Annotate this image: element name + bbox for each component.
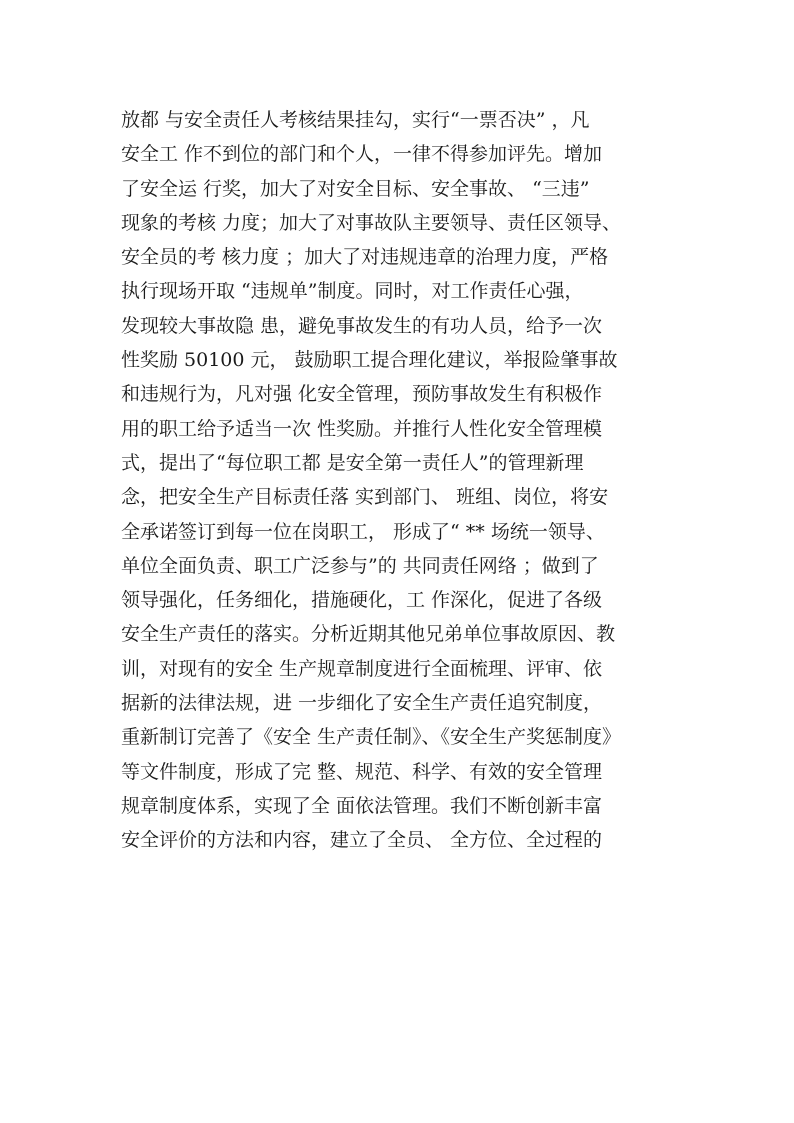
text-line: 安全评价的方法和内容，建立了全员、 全方位、全过程的 (121, 829, 603, 852)
text-line: 据新的法律法规，进 一步细化了安全生产责任追究制度， (121, 692, 603, 715)
text-line: 式，提出了“每位职工都 是安全第一责任人”的管理新理 (121, 451, 584, 474)
text-line: 安全工 作不到位的部门和个人，一律不得参加评先。增加 (121, 143, 603, 166)
body-paragraph (121, 103, 681, 858)
text-line: 念，把安全生产目标责任落 实到部门、 班组、岗位，将安 (121, 486, 609, 509)
text-line: 领导强化，任务细化，措施硬化，工 作深化，促进了各级 (121, 589, 603, 612)
text-line: 执行现场开取 “违规单”制度。同时，对工作责任心强， (121, 280, 584, 303)
text-line: 重新制订完善了《安全 生产责任制》、《安全生产奖惩制度》 (121, 726, 622, 749)
text-line: 现象的考核 力度；加大了对事故队主要领导、责任区领导、 (121, 211, 622, 234)
text-line: 安全员的考 核力度 ；加大了对违规违章的治理力度，严格 (121, 246, 609, 269)
text-line: 性奖励 50100 元， 鼓励职工提合理化建议，举报险肇事故 (121, 349, 618, 372)
text-line: 放都 与安全责任人考核结果挂勾，实行“一票否决” ，凡 (121, 109, 590, 131)
text-line: 和违规行为，凡对强 化安全管理，预防事故发生有积极作 (121, 383, 603, 406)
text-line: 训，对现有的安全 生产规章制度进行全面梳理、评审、依 (121, 657, 603, 680)
text-line: 安全生产责任的落实。分析近期其他兄弟单位事故原因、教 (121, 623, 616, 646)
text-line: 等文件制度，形成了完 整、规范、科学、有效的安全管理 (121, 760, 603, 783)
text-line: 了安全运 行奖，加大了对安全目标、安全事故、 “三违” (121, 177, 590, 200)
text-line: 发现较大事故隐 患，避免事故发生的有功人员，给予一次 (121, 314, 603, 337)
text-line: 规章制度体系，实现了全 面依法管理。我们不断创新丰富 (121, 794, 603, 817)
text-line: 单位全面负责、职工广泛参与”的 共同责任网络 ；做到了 (121, 554, 599, 577)
text-line: 全承诺签订到每一位在岗职工， 形成了“ ** 场统一领导、 (121, 520, 605, 543)
text-line: 用的职工给予适当一次 性奖励。并推行人性化安全管理模 (121, 417, 603, 440)
